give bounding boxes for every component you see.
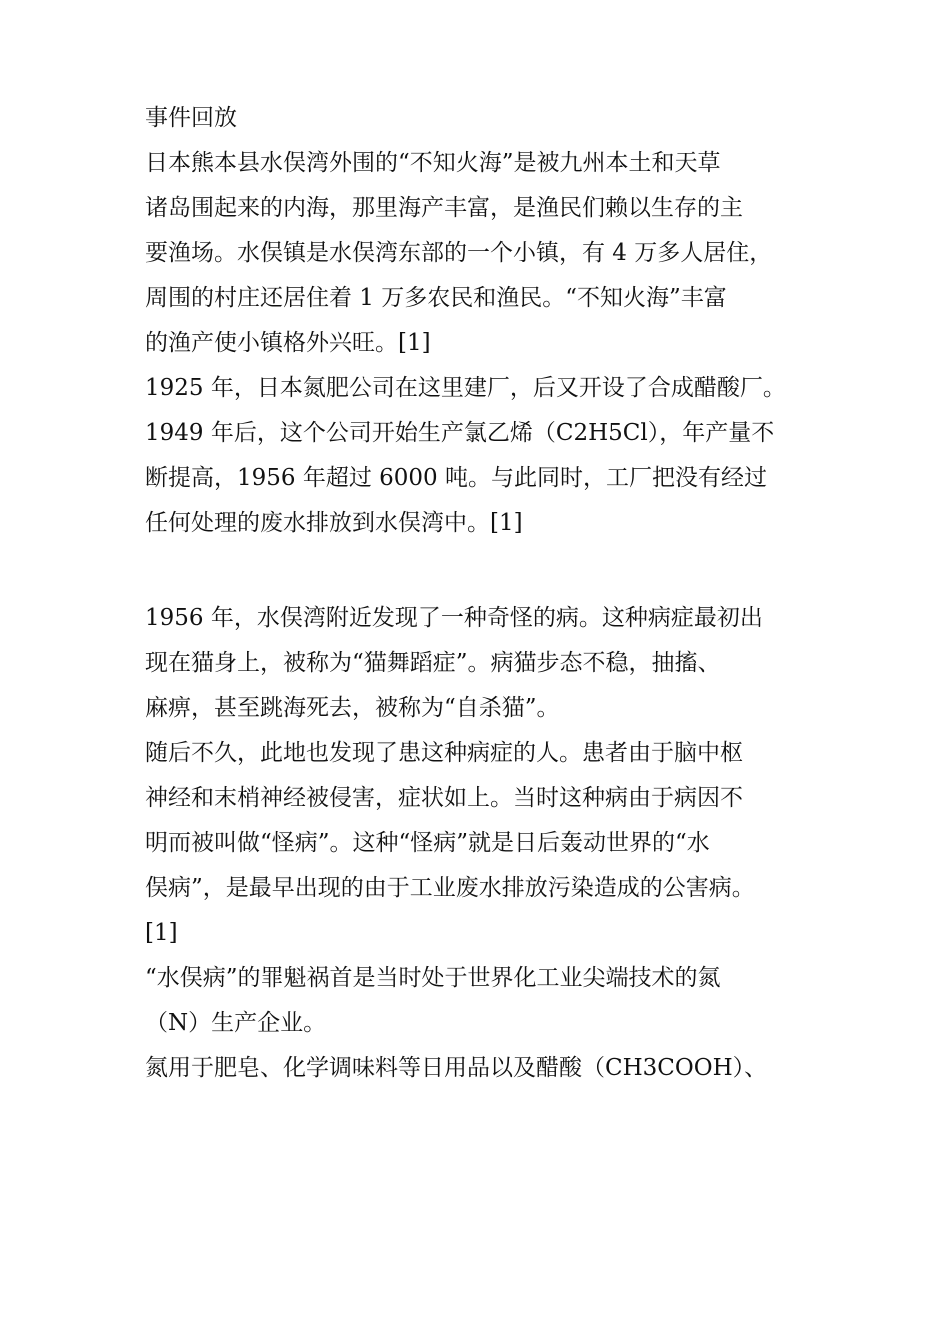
paragraph-culprit (145, 956, 820, 1046)
text-line: 诸岛围起来的内海，那里海产丰富，是渔民们赖以生存的主 (145, 195, 743, 221)
text-line: 任何处理的废水排放到水俣湾中。[1] (145, 510, 523, 536)
document-body (145, 96, 820, 1091)
text-line: 氮用于肥皂、化学调味料等日用品以及醋酸（CH3COOH）、 (145, 1055, 768, 1081)
text-line: 麻痹，甚至跳海死去，被称为“自杀猫”。 (145, 695, 560, 721)
text-line: 要渔场。水俣镇是水俣湾东部的一个小镇，有 4 万多人居住， (145, 240, 773, 266)
text-line: （N）生产企业。 (145, 1010, 327, 1036)
text-line: 现在猫身上，被称为“猫舞蹈症”。病猫步态不稳，抽搐、 (145, 650, 721, 676)
paragraph-spacer (145, 546, 820, 596)
text-line: 1949 年后，这个公司开始生产氯乙烯（C2H5Cl），年产量不 (145, 420, 775, 446)
text-line: 的渔产使小镇格外兴旺。[1] (145, 330, 431, 356)
text-line: 断提高，1956 年超过 6000 吨。与此同时，工厂把没有经过 (145, 465, 767, 491)
text-line: 随后不久，此地也发现了患这种病症的人。患者由于脑中枢 (145, 740, 743, 766)
paragraph-cat-disease (145, 596, 820, 731)
text-line: 明而被叫做“怪病”。这种“怪病”就是日后轰动世界的“水 (145, 830, 710, 856)
paragraph-factory-history (145, 366, 820, 546)
paragraph-human-disease (145, 731, 820, 956)
text-line: [1] (145, 920, 178, 946)
text-line: 1956 年，水俣湾附近发现了一种奇怪的病。这种病症最初出 (145, 605, 763, 631)
text-line: 俣病”，是最早出现的由于工业废水排放污染造成的公害病。 (145, 875, 755, 901)
section-heading: 事件回放 (145, 105, 237, 131)
text-line: “水俣病”的罪魁祸首是当时处于世界化工业尖端技术的氮 (145, 965, 721, 991)
text-line: 1925 年，日本氮肥公司在这里建厂，后又开设了合成醋酸厂。 (145, 375, 786, 401)
paragraph-nitrogen-uses (145, 1046, 820, 1091)
text-line: 周围的村庄还居住着 1 万多农民和渔民。“不知火海”丰富 (145, 285, 727, 311)
text-line: 神经和末梢神经被侵害，症状如上。当时这种病由于病因不 (145, 785, 743, 811)
text-line: 日本熊本县水俣湾外围的“不知火海”是被九州本土和天草 (145, 150, 721, 176)
paragraph-bay-description (145, 141, 820, 366)
